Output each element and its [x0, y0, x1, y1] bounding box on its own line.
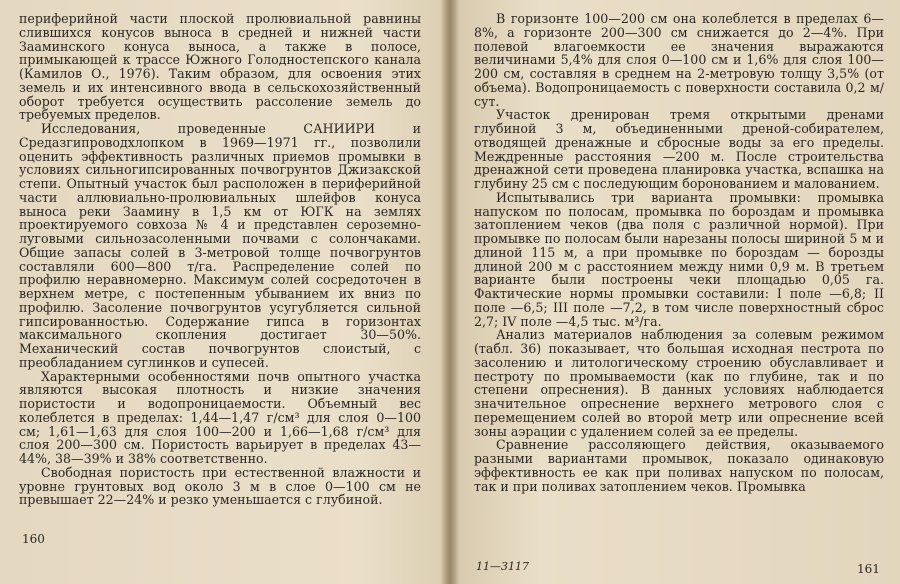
paragraph: Анализ материалов наблюдения за солевым режимом (табл. 36) показывает, что большая исходная пестрота по засолению и литологическому строению обуславливает и пестроту по промываемости (как по глубине, так и по степени опреснения). В данных условиях наблюдается значительное опреснение верхнего метрового слоя с перемещением солей во второй метр или опреснение всей зоны аэрации с удалением солей за ее пределы. [474, 327, 884, 439]
printer-signature: 11—3117 [476, 560, 529, 573]
paragraph: Участок дренирован тремя открытыми дренами глубиной 3 м, объединенными дреной-собирателем, отводящей дренажные и сбросные воды за его пределы. Междренные расстояния —200 м. После строительства дренажной сети проведена планировка участка, вспашка на глубину 25 см с последующим боронованием и малованием. [474, 107, 884, 191]
paragraph: Исследования, проведенные САНИИРИ и Средазгипроводхлопком в 1969—1971 гг., позволили оценить эффективность различных приемов промывки в условиях сильногипсированных почвогрунтов Джизакской степи. Опытный участок был расположен в периферийной части аллювиально-пролювиальных шлейфов конуса выноса реки Заамину в 1,5 км от ЮГК на землях проектируемого совхоза № 4 и представлен сероземно-луговыми сильнозасоленными почвами с солончаками. Общие запасы солей в 3-метровой толще почвогрунтов составляли 600—800 т/га. Распределение солей по профилю неравномерно. Максимум солей сосредоточен в верхнем метре, с постепенным убыванием их вниз по профилю. Засоление почвогрунтов усугубляется сильной гипсированностью. Содержание гипса в горизонтах максимального скопления достигает 30—50%. Механический состав почвогрунтов слоистый, с преобладанием суглинков и супесей. [19, 121, 421, 370]
paragraph: Испытывались три варианта промывки: промывка напуском по полосам, промывка по бороздам и промывка затоплением чеков (два поля с различной нормой). При промывке по полосам были нарезаны полосы шириной 5 м и длиной 115 м, а при промывке по бороздам — борозды длиной 200 м с расстоянием между ними 0,9 м. В третьем варианте были построены чеки площадью 0,05 га. Фактические нормы промывки составили: I поле —6,8; II поле —6,5; III поле —7,2, в том числе поверхностный сброс 2,7; IV поле —4,5 тыс. м³/га. [474, 189, 884, 329]
paragraph: Сравнение рассоляющего действия, оказываемого разными вариантами промывок, показало одинаковую эффективность ее как при поливах напуском по полосам, так и при поливах затоплением чеков. Промывка [474, 437, 884, 494]
paragraph: периферийной части плоской пролювиальной равнины слившихся конусов выноса в средней и нижней части Зааминского конуса выноса, а также в полосе, примыкающей к трассе Южного Голодностепского канала (Камилов О., 1976). Таким образом, для освоения этих земель и их интенсивного ввода в сельскохозяйственный оборот требуется осуществить рассоление земель до требуемых пределов. [19, 11, 421, 123]
right-page [451, 0, 900, 584]
paragraph: Свободная пористость при естественной влажности и уровне грунтовых вод около 3 м в слое 0—100 см не превышает 22—24% и резко уменьшается с глубиной. [19, 464, 421, 508]
page-number-left: 160 [22, 532, 45, 546]
right-page-text [474, 12, 884, 493]
paragraph: Характерными особенностями почв опытного участка являются высокая плотность и низкие значения пористости и водопроницаемости. Объемный вес колеблется в пределах: 1,44—1,47 г/см³ для слоя 0—100 см; 1,61—1,63 для слоя 100—200 и 1,66—1,68 г/см³ для слоя 200—300 см. Пористость варьирует в пределах 43—44%, 38—39% и 38% соответственно. [19, 368, 421, 466]
left-page [0, 0, 449, 584]
page-number-right: 161 [857, 562, 880, 576]
left-page-text [19, 12, 421, 507]
paragraph: В горизонте 100—200 см она колеблется в пределах 6—8%, а горизонте 200—300 см снижается до 2—4%. При полевой влагоемкости ее значения выражаются величинами 5,4% для слоя 0—100 см и 1,6% для слоя 100—200 см, составляя в среднем на 2-метровую толщу 3,5% (от объема). Водопроницаемость с поверхности составила 0,2 м/сут. [474, 11, 884, 109]
